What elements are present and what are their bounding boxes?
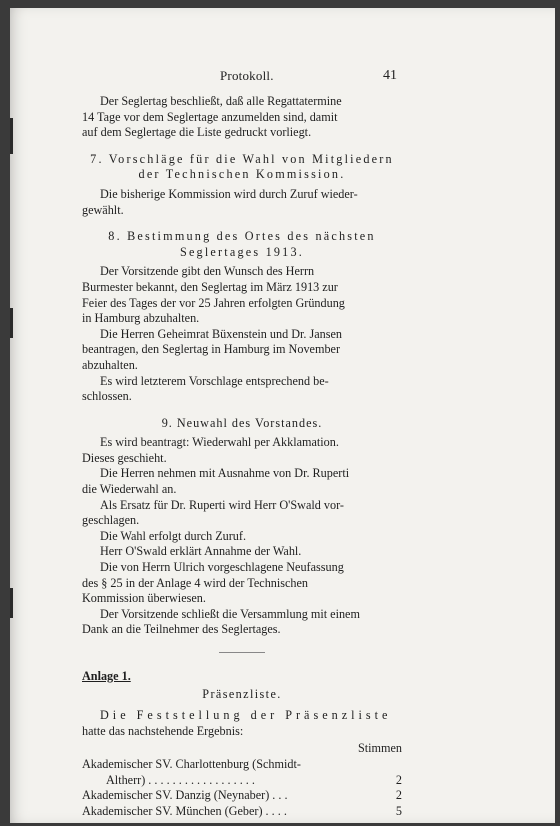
page-edge-mark (10, 308, 13, 338)
attendance-entry (82, 804, 402, 820)
page-edge-mark (10, 118, 13, 154)
attendance-entry (82, 788, 402, 804)
votes-column-header: Stimmen (357, 741, 402, 756)
section-8-paragraph-3: Es wird letzterem Vorschlage entsprechend be- schlossen. (82, 373, 329, 404)
page-edge-mark (10, 588, 13, 618)
entry-name: Akademischer SV. Charlottenburg (Schmidt- (82, 756, 301, 771)
section-8-paragraph-2: Die Herren Geheimrat Büxenstein und Dr. Jansen beantragen, den Seglertag in Hamburg im November abzuhalten. (82, 326, 342, 372)
attendance-intro: Die Feststellung der Präsenzliste (100, 708, 392, 723)
book-page (10, 8, 555, 823)
section-9-heading: 9. Neuwahl des Vorstandes. (161, 415, 323, 430)
entry-votes: 2 (395, 772, 402, 787)
section-9-paragraph-7: Der Vorsitzende schließt die Versammlung mit einem Dank an die Teilnehmer des Seglertages. (82, 606, 360, 637)
attendance-intro-line-2: hatte das nachstehende Ergebnis: (82, 723, 244, 738)
section-9-paragraph-1: Es wird beantragt: Wiederwahl per Akklamation. Dieses geschieht. (82, 435, 339, 465)
entry-name: Akademischer SV. München (Geber) . . . . (82, 803, 287, 818)
section-8-heading: 8. Bestimmung des Ortes des nächsten Seglertages 1913. (108, 229, 376, 259)
section-9-paragraph-3: Als Ersatz für Dr. Ruperti wird Herr O'Swald vor- geschlagen. (82, 497, 344, 528)
entry-votes: 5 (395, 803, 402, 818)
section-7-body: Die bisherige Kommission wird durch Zuruf wieder- gewählt. (82, 186, 358, 217)
page-body (82, 94, 402, 819)
section-9-paragraph-2: Die Herren nehmen mit Ausnahme von Dr. Ruperti die Wiederwahl an. (82, 466, 350, 497)
page-number: 41 (383, 68, 397, 83)
entry-name-continuation: Altherr) . . . . . . . . . . . . . . . . . . (106, 772, 255, 787)
section-8-paragraph-1: Der Vorsitzende gibt den Wunsch des Herrn Burmester bekannt, den Seglertag im März 1913 zur Feier des Tages der vor 25 Jahren erfolgten Gründung in Hamburg abzuhalten. (82, 264, 345, 326)
anlage-label: Anlage 1. (82, 669, 131, 683)
running-header (10, 68, 555, 88)
section-9-paragraph-5: Herr O'Swald erklärt Annahme der Wahl. (100, 544, 302, 559)
section-9-paragraph-4: Die Wahl erfolgt durch Zuruf. (100, 528, 247, 543)
entry-votes: 2 (395, 788, 402, 803)
section-9-paragraph-6: Die von Herrn Ulrich vorgeschlagene Neufassung des § 25 in der Anlage 4 wird der Technischen Kommission überwiesen. (82, 560, 344, 606)
paragraph-intro: Der Seglertag beschließt, daß alle Regattatermine 14 Tage vor dem Seglertage anzumelden sind, damit auf dem Seglertage die Liste gedruckt vorliegt. (82, 94, 342, 140)
attendance-list-title: Präsenzliste. (202, 686, 282, 701)
entry-name: Akademischer SV. Danzig (Neynaber) . . . (82, 788, 288, 803)
running-title: Protokoll. (220, 68, 274, 83)
attendance-entry (82, 757, 402, 788)
section-divider (219, 652, 265, 653)
section-7-heading: 7. Vorschläge für die Wahl von Mitgliedern der Technischen Kommission. (90, 151, 394, 182)
